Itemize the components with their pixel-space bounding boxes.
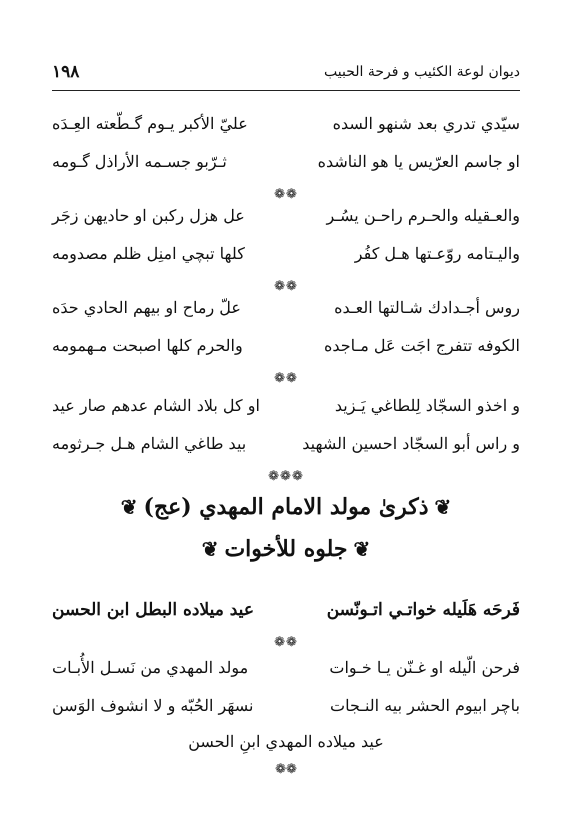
book-title: ديوان لوعة الكئيب و فرحة الحبيب xyxy=(324,64,520,80)
verse xyxy=(52,428,520,466)
header-divider xyxy=(52,90,520,91)
second-hemistich: نسهَر الحُبّه و لا انشوف الوَسن xyxy=(52,696,254,715)
second-hemistich: او كل بلاد الشام عدهم صار عيد xyxy=(52,396,260,415)
first-hemistich: والعـقيله والحـرم راحـن يسُـر xyxy=(326,206,520,225)
heading-title: ذكرىٰ مولد الامام المهدي (عج) xyxy=(143,494,429,520)
leaf-ornament-icon: ❦ xyxy=(434,495,452,519)
second-hemistich: كلها تبچي امنِل ظلم مصدومه xyxy=(52,244,245,263)
stanza-separator: ❁❁ xyxy=(274,187,298,202)
first-hemistich: باچر ابيوم الحشر بيه النـجات xyxy=(330,696,520,715)
first-hemistich: و راس أبو السجّاد احسين الشهيد xyxy=(302,434,520,453)
verse xyxy=(52,652,520,690)
verse xyxy=(52,108,520,146)
verse xyxy=(52,390,520,428)
verse xyxy=(52,594,520,632)
verse xyxy=(52,292,520,330)
stanza-2 xyxy=(52,200,520,298)
subheading-title: جلوه للأخوات xyxy=(224,536,348,562)
first-hemistich: روس أجـدادك شـالتها العـده xyxy=(334,298,520,317)
verse xyxy=(52,200,520,238)
stanza-separator: ❁❁ xyxy=(274,371,298,386)
section-subheading xyxy=(52,536,520,562)
second-hemistich: عيد ميلاده البطل ابن الحسن xyxy=(52,600,254,620)
stanza-1 xyxy=(52,108,520,206)
page-header xyxy=(52,62,520,86)
leaf-ornament-icon: ❦ xyxy=(353,537,371,561)
leaf-ornament-icon: ❦ xyxy=(120,495,138,519)
first-hemistich: الكوفه تتفرج اجَت عَل مـاجده xyxy=(323,336,520,355)
second-hemistich: والحرم كلها اصبحت مـهمومه xyxy=(52,336,243,355)
second-hemistich: علّ رماح او بيهم الحادي حدَه xyxy=(52,298,241,317)
section-heading xyxy=(52,494,520,520)
first-hemistich: فَرحَه هَلَيله خواتـي اتـونّسن xyxy=(326,600,520,620)
leaf-ornament-icon: ❦ xyxy=(201,537,219,561)
stanza-separator: ❁❁ xyxy=(275,762,297,777)
first-hemistich: او جاسم العرّيس يا هو الناشده xyxy=(317,152,520,171)
first-hemistich: و اخذو السجّاد لِلطاغي يَـزيد xyxy=(334,396,520,415)
second-hemistich: بيد طاغي الشام هـل جـرثومه xyxy=(52,434,247,453)
stanza-separator: ❁❁ xyxy=(274,635,298,650)
stanza-5 xyxy=(52,652,520,728)
first-hemistich: سيّدي تدري بعد شنهو السده xyxy=(332,114,520,133)
second-hemistich: عل هزل ركبن او حاديهن زجَر xyxy=(52,206,245,225)
refrain xyxy=(52,594,520,654)
verse xyxy=(52,330,520,368)
stanza-separator: ❁❁❁ xyxy=(268,469,304,484)
first-hemistich: فرحن الّيله او غـنّن يـا خـوات xyxy=(329,658,520,677)
verse xyxy=(52,238,520,276)
verse xyxy=(52,146,520,184)
first-hemistich: واليـتامه روّعـتها هـل كفُر xyxy=(354,244,520,263)
second-hemistich: مولد المهدي من نَسـل الأُبـات xyxy=(52,658,249,677)
stanza-3 xyxy=(52,292,520,390)
refrain-line: عيد ميلاده المهدي ابنِ الحسن xyxy=(188,732,384,751)
stanza-separator: ❁❁ xyxy=(274,279,298,294)
second-hemistich: عليّ الأكبر يـوم گـطّعته العِـدَه xyxy=(52,114,248,133)
page-number: ١٩٨ xyxy=(52,62,80,82)
stanza-4 xyxy=(52,390,520,488)
verse xyxy=(52,690,520,728)
second-hemistich: ثـرّبو جسـمه الأراذل گـومه xyxy=(52,152,227,171)
